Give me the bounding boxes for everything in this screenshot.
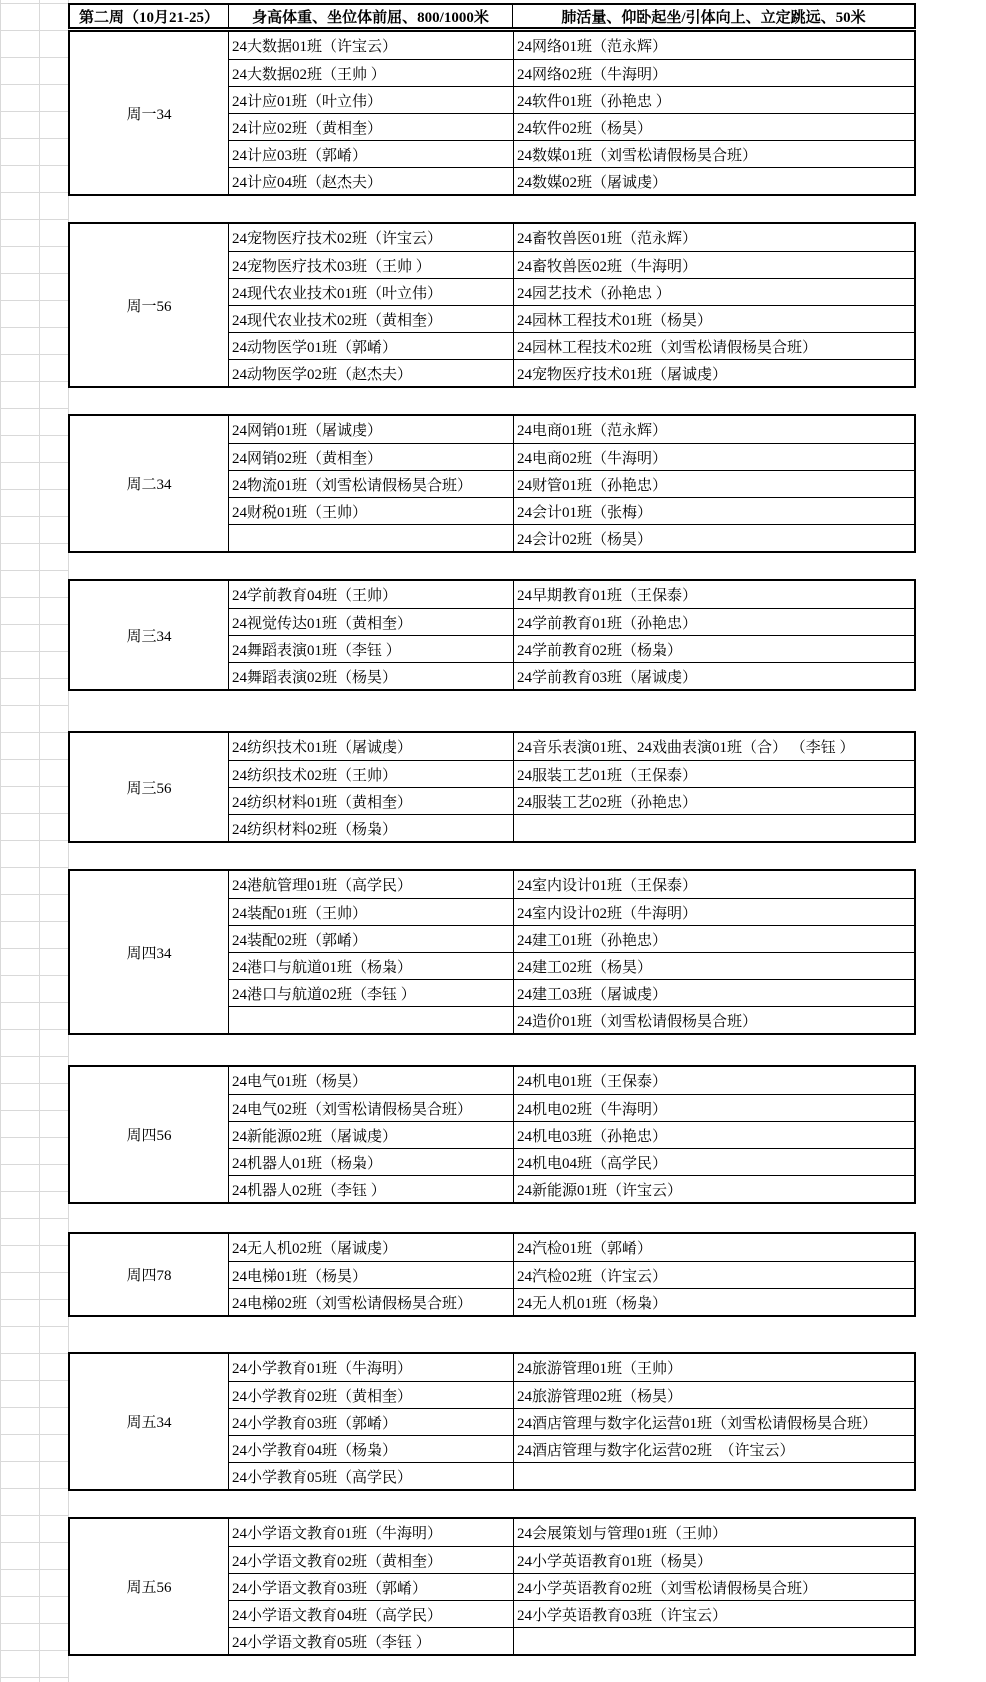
gridline [0, 1380, 68, 1381]
gridline [0, 435, 68, 436]
gridline [0, 1677, 68, 1678]
class-cell-right[interactable]: 24学前教育03班（屠诚虔） [513, 663, 914, 689]
table-row [229, 359, 914, 386]
gridline [0, 1029, 68, 1030]
gridline [0, 84, 68, 85]
class-cell-right[interactable]: 24酒店管理与数字化运营01班（刘雪松请假杨昊合班） [513, 1409, 914, 1435]
class-cell-right[interactable]: 24电商01班（范永辉） [513, 416, 914, 443]
class-cell-right[interactable]: 24服装工艺01班（王保泰） [513, 761, 914, 787]
table-row [229, 1435, 914, 1462]
gridline [0, 1623, 68, 1624]
block-rows [228, 1519, 914, 1654]
gridline [0, 1245, 68, 1246]
class-cell-left[interactable]: 24小学语文教育04班（高学民） [232, 1607, 443, 1624]
class-cell-right[interactable]: 24建工02班（杨昊） [513, 953, 914, 979]
class-cell-left[interactable]: 24机器人02班（李钰 ） [232, 1182, 386, 1199]
gridline [0, 327, 68, 328]
table-row [229, 86, 914, 113]
gridline [0, 1515, 68, 1516]
day-label[interactable]: 周五34 [126, 1415, 172, 1431]
class-cell-left[interactable]: 24港口与航道01班（杨枭） [232, 959, 413, 976]
class-cell-right[interactable]: 24室内设计01班（王保泰） [513, 871, 914, 898]
class-cell-right[interactable]: 24新能源01班（许宝云） [513, 1176, 914, 1202]
gridline [0, 246, 68, 247]
class-cell-right[interactable]: 24畜牧兽医01班（范永辉） [513, 224, 914, 251]
table-row [229, 497, 914, 524]
gridline [0, 543, 68, 544]
table-row [229, 32, 914, 59]
gridline [0, 1596, 68, 1597]
class-cell-right[interactable]: 24早期教育01班（王保泰） [513, 581, 914, 608]
class-cell-left[interactable]: 24小学教育05班（高学民） [232, 1469, 413, 1486]
class-cell-right[interactable]: 24汽检02班（许宝云） [513, 1262, 914, 1288]
gridline [39, 0, 40, 1682]
class-cell-left[interactable]: 24装配02班（郭崤） [232, 932, 368, 949]
table-row [229, 305, 914, 332]
table-row [229, 1234, 914, 1261]
gridline [0, 1326, 68, 1327]
gridline [0, 192, 68, 193]
table-row [229, 898, 914, 925]
gridline [0, 0, 1, 1682]
table-header-row [68, 3, 916, 29]
table-row [229, 113, 914, 140]
gridline [0, 516, 68, 517]
class-cell-left[interactable]: 24宠物医疗技术03班（王帅 ） [232, 258, 431, 275]
class-cell-left[interactable] [229, 1007, 513, 1033]
class-cell-left[interactable]: 24小学语文教育02班（黄相奎） [232, 1553, 443, 1570]
class-cell-left[interactable]: 24纺织材料02班（杨枭） [232, 821, 398, 838]
day-label[interactable]: 周五56 [126, 1580, 172, 1596]
class-cell-right[interactable]: 24会计01班（张梅） [513, 498, 914, 524]
header-test-group-2-cell[interactable]: 肺活量、仰卧起坐/引体向上、立定跳远、50米 [512, 5, 914, 27]
gridline [0, 1299, 68, 1300]
day-label[interactable]: 周四56 [126, 1128, 172, 1144]
class-cell-left[interactable]: 24计应04班（赵杰夫） [232, 174, 383, 191]
gridline [0, 597, 68, 598]
block-rows [228, 224, 914, 386]
class-cell-right[interactable]: 24小学英语教育03班（许宝云） [513, 1601, 914, 1627]
class-cell-left[interactable]: 24小学教育02班（黄相奎） [232, 1388, 413, 1405]
gridline [0, 975, 68, 976]
day-label[interactable]: 周四34 [126, 945, 172, 962]
class-cell-left[interactable]: 24电气02班（刘雪松请假杨昊合班） [232, 1101, 473, 1118]
gridline [0, 489, 68, 490]
class-cell-right[interactable]: 24电商02班（牛海明） [513, 444, 914, 470]
table-row [229, 167, 914, 194]
class-cell-right[interactable]: 24园林工程技术02班（刘雪松请假杨昊合班） [513, 333, 914, 359]
gridline [0, 894, 68, 895]
class-cell-right[interactable]: 24音乐表演01班、24戏曲表演01班（合） （李钰 ） [513, 733, 914, 760]
day-label[interactable]: 周三56 [126, 780, 172, 797]
table-row [229, 1094, 914, 1121]
table-row [229, 662, 914, 689]
class-cell-left[interactable]: 24大数据01班（许宝云） [232, 39, 398, 55]
class-cell-left[interactable]: 24小学教育01班（牛海明） [232, 1361, 413, 1377]
table-row [229, 952, 914, 979]
table-row [229, 1261, 914, 1288]
gridline [0, 1110, 68, 1111]
class-cell-right[interactable]: 24旅游管理01班（王帅） [513, 1354, 914, 1381]
table-row [229, 608, 914, 635]
gridline [0, 759, 68, 760]
class-cell-right[interactable]: 24机电04班（高学民） [513, 1149, 914, 1175]
gridline [0, 732, 68, 733]
gridline [0, 1083, 68, 1084]
class-cell-left[interactable]: 24纺织材料01班（黄相奎） [232, 794, 413, 811]
class-cell-left[interactable]: 24网销02班（黄相奎） [232, 450, 383, 467]
class-cell-right[interactable]: 24软件01班（孙艳忠 ） [513, 87, 914, 113]
table-row [229, 1354, 914, 1381]
class-cell-left[interactable]: 24无人机02班（屠诚虔） [232, 1241, 398, 1257]
class-cell-left[interactable]: 24宠物医疗技术02班（许宝云） [232, 231, 443, 247]
class-cell-right[interactable]: 24会计02班（杨昊） [513, 525, 914, 551]
schedule-block-3 [68, 414, 916, 553]
schedule-block-6 [68, 869, 916, 1035]
class-cell-left[interactable]: 24电梯02班（刘雪松请假杨昊合班） [232, 1295, 473, 1312]
gridline [0, 1569, 68, 1570]
table-row [229, 787, 914, 814]
table-row [229, 871, 914, 898]
table-row [229, 814, 914, 841]
class-cell-right[interactable]: 24服装工艺02班（孙艳忠） [513, 788, 914, 814]
class-cell-left[interactable]: 24小学语文教育05班（李钰 ） [232, 1634, 431, 1651]
block-rows [228, 733, 914, 841]
schedule-block-7 [68, 1065, 916, 1204]
table-row [229, 1121, 914, 1148]
class-cell-right[interactable]: 24机电03班（孙艳忠） [513, 1122, 914, 1148]
class-cell-left[interactable]: 24计应01班（叶立伟） [232, 93, 383, 110]
gridline [0, 219, 68, 220]
gridline [0, 408, 68, 409]
class-cell-left[interactable]: 24大数据02班（王帅 ） [232, 66, 386, 83]
table-row [229, 1546, 914, 1573]
class-cell-left[interactable]: 24视觉传达01班（黄相奎） [232, 615, 413, 632]
table-row [229, 1148, 914, 1175]
schedule-block-5 [68, 731, 916, 843]
table-row [229, 760, 914, 787]
class-cell-right[interactable]: 24学前教育02班（杨枭） [513, 636, 914, 662]
block-rows [228, 1354, 914, 1489]
gridline [0, 111, 68, 112]
gridline [0, 1650, 68, 1651]
table-row [229, 470, 914, 497]
gridline [0, 1542, 68, 1543]
gridline [0, 1353, 68, 1354]
block-rows [228, 32, 914, 194]
table-row [229, 224, 914, 251]
gridline [0, 921, 68, 922]
class-cell-left[interactable]: 24电梯01班（杨昊） [232, 1268, 368, 1285]
class-cell-left[interactable]: 24机器人01班（杨枭） [232, 1155, 383, 1172]
table-row [229, 140, 914, 167]
class-cell-right[interactable] [513, 1628, 914, 1654]
gridline [0, 1056, 68, 1057]
day-label[interactable]: 周二34 [126, 477, 172, 493]
class-cell-left[interactable]: 24计应03班（郭崤） [232, 147, 368, 164]
table-row [229, 1600, 914, 1627]
gridline [0, 678, 68, 679]
table-row [229, 925, 914, 952]
class-cell-left[interactable]: 24港航管理01班（高学民） [232, 878, 413, 894]
table-row [229, 332, 914, 359]
schedule-block-8 [68, 1232, 916, 1317]
gridline [0, 1137, 68, 1138]
class-cell-right[interactable]: 24小学英语教育01班（杨昊） [513, 1547, 914, 1573]
class-cell-right[interactable] [513, 815, 914, 841]
gridline [0, 381, 68, 382]
gridline [0, 165, 68, 166]
class-cell-right[interactable]: 24财管01班（孙艳忠） [513, 471, 914, 497]
class-cell-right[interactable]: 24造价01班（刘雪松请假杨昊合班） [513, 1007, 914, 1033]
class-cell-right[interactable]: 24酒店管理与数字化运营02班 （许宝云） [513, 1436, 914, 1462]
block-rows [228, 1067, 914, 1202]
schedule-block-2 [68, 222, 916, 388]
class-cell-left[interactable]: 24新能源02班（屠诚虔） [232, 1128, 398, 1145]
table-row [229, 524, 914, 551]
table-row [229, 443, 914, 470]
class-cell-right[interactable]: 24园林工程技术01班（杨昊） [513, 306, 914, 332]
table-row [229, 635, 914, 662]
gridline [0, 705, 68, 706]
table-row [229, 251, 914, 278]
class-cell-left[interactable]: 24舞蹈表演02班（杨昊） [232, 669, 398, 686]
gridline [0, 1434, 68, 1435]
block-rows [228, 581, 914, 689]
gridline [0, 813, 68, 814]
table-row [229, 1288, 914, 1315]
class-cell-right[interactable]: 24数媒02班（屠诚虔） [513, 168, 914, 194]
gridline [0, 30, 68, 31]
class-cell-left[interactable]: 24动物医学01班（郭崤） [232, 339, 398, 356]
class-cell-left[interactable]: 24小学语文教育03班（郭崤） [232, 1580, 428, 1597]
class-cell-right[interactable]: 24网络01班（范永辉） [513, 32, 914, 59]
class-cell-right[interactable]: 24室内设计02班（牛海明） [513, 899, 914, 925]
class-cell-left[interactable]: 24小学教育03班（郭崤） [232, 1415, 398, 1432]
gridline [0, 651, 68, 652]
gridline [0, 1407, 68, 1408]
table-row [229, 1175, 914, 1202]
gridline [0, 786, 68, 787]
class-cell-left[interactable]: 24纺织技术02班（王帅） [232, 767, 398, 784]
day-label[interactable]: 周一34 [126, 106, 172, 123]
gridline [0, 624, 68, 625]
block-rows [228, 871, 914, 1033]
class-cell-right[interactable]: 24小学英语教育02班（刘雪松请假杨昊合班） [513, 1574, 914, 1600]
class-cell-right[interactable]: 24无人机01班（杨枭） [513, 1289, 914, 1315]
class-cell-right[interactable]: 24园艺技术（孙艳忠 ） [513, 279, 914, 305]
table-row [229, 1381, 914, 1408]
class-cell-left[interactable]: 24计应02班（黄相奎） [232, 120, 383, 137]
class-cell-right[interactable]: 24数媒01班（刘雪松请假杨昊合班） [513, 141, 914, 167]
table-row [229, 59, 914, 86]
class-cell-left[interactable]: 24物流01班（刘雪松请假杨昊合班） [232, 477, 473, 494]
block-rows [228, 1234, 914, 1315]
schedule-block-9 [68, 1352, 916, 1491]
class-cell-right[interactable]: 24学前教育01班（孙艳忠） [513, 609, 914, 635]
table-row [229, 278, 914, 305]
gridline [0, 1218, 68, 1219]
day-label[interactable]: 周三34 [126, 628, 172, 645]
class-cell-right[interactable]: 24网络02班（牛海明） [513, 60, 914, 86]
table-row [229, 1627, 914, 1654]
class-cell-right[interactable]: 24旅游管理02班（杨昊） [513, 1382, 914, 1408]
class-cell-left[interactable]: 24网销01班（屠诚虔） [232, 423, 383, 439]
gridline [0, 570, 68, 571]
class-cell-right[interactable]: 24建工03班（屠诚虔） [513, 980, 914, 1006]
gridline [0, 867, 68, 868]
class-cell-left[interactable]: 24纺织技术01班（屠诚虔） [232, 740, 413, 756]
day-label[interactable]: 周一56 [126, 298, 172, 315]
class-cell-left[interactable]: 24电气01班（杨昊） [232, 1074, 368, 1090]
table-row [229, 581, 914, 608]
table-row [229, 1573, 914, 1600]
gridline [0, 840, 68, 841]
gridline [0, 948, 68, 949]
table-row [229, 416, 914, 443]
class-cell-right[interactable]: 24软件02班（杨昊） [513, 114, 914, 140]
class-cell-left[interactable]: 24小学教育04班（杨枭） [232, 1442, 398, 1459]
table-row [229, 979, 914, 1006]
class-cell-right[interactable]: 24机电01班（王保泰） [513, 1067, 914, 1094]
schedule-block-10 [68, 1517, 916, 1656]
class-cell-right[interactable]: 24汽检01班（郭崤） [513, 1234, 914, 1261]
class-cell-left[interactable] [229, 525, 513, 551]
gridline [0, 1164, 68, 1165]
class-cell-left[interactable]: 24港口与航道02班（李钰 ） [232, 986, 416, 1003]
block-rows [228, 416, 914, 551]
class-cell-right[interactable]: 24宠物医疗技术01班（屠诚虔） [513, 360, 914, 386]
gridline [0, 1488, 68, 1489]
gridline [0, 138, 68, 139]
gridline [0, 1461, 68, 1462]
gridline [0, 273, 68, 274]
class-cell-left[interactable]: 24现代农业技术02班（黄相奎） [232, 312, 443, 329]
class-cell-right[interactable]: 24会展策划与管理01班（王帅） [513, 1519, 914, 1546]
gridline [0, 300, 68, 301]
class-cell-left[interactable]: 24动物医学02班（赵杰夫） [232, 366, 413, 383]
gridline [0, 1191, 68, 1192]
class-cell-right[interactable]: 24机电02班（牛海明） [513, 1095, 914, 1121]
gridline [0, 1002, 68, 1003]
schedule-block-4 [68, 579, 916, 691]
class-cell-left[interactable]: 24现代农业技术01班（叶立伟） [232, 285, 443, 302]
table-row [229, 1006, 914, 1033]
class-cell-left[interactable]: 24装配01班（王帅） [232, 905, 368, 922]
table-row [229, 1519, 914, 1546]
table-row [229, 1408, 914, 1435]
header-test-group-1-cell[interactable]: 身高体重、坐位体前屈、800/1000米 [228, 5, 512, 27]
class-cell-left[interactable]: 24小学语文教育01班（牛海明） [232, 1526, 443, 1542]
class-cell-right[interactable] [513, 1463, 914, 1489]
header-week-cell[interactable]: 第二周（10月21-25） [79, 9, 219, 26]
table-row [229, 1067, 914, 1094]
class-cell-left[interactable]: 24舞蹈表演01班（李钰 ） [232, 642, 401, 659]
class-cell-right[interactable]: 24畜牧兽医02班（牛海明） [513, 252, 914, 278]
gridline [0, 354, 68, 355]
class-cell-left[interactable]: 24学前教育04班（王帅） [232, 588, 398, 604]
day-label[interactable]: 周四78 [126, 1268, 172, 1284]
gridline [0, 57, 68, 58]
class-cell-left[interactable]: 24财税01班（王帅） [232, 504, 368, 521]
gridline [0, 1272, 68, 1273]
gridline [0, 3, 68, 4]
schedule-block-1 [68, 30, 916, 196]
class-cell-right[interactable]: 24建工01班（孙艳忠） [513, 926, 914, 952]
table-row [229, 1462, 914, 1489]
table-row [229, 733, 914, 760]
gridline [0, 462, 68, 463]
